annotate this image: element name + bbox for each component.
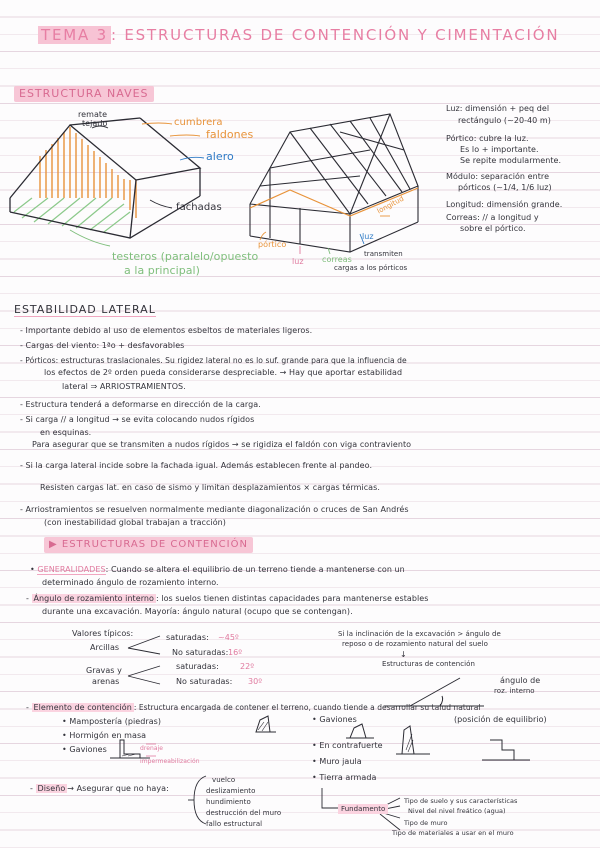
fund-list-2: Nivel del nivel freático (agua) [408, 807, 506, 815]
page-title [38, 26, 559, 44]
label-alero: alero [206, 150, 234, 163]
bullet-portico-1: Pórtico: cubre la luz. [446, 134, 529, 143]
dash: - [30, 784, 36, 793]
right-list-1: • Gaviones [312, 715, 357, 724]
label-testeros: testeros (paralelo/opuesto [112, 250, 259, 263]
label-longitud: longitud [375, 194, 406, 216]
right-list-4: • Tierra armada [312, 773, 377, 782]
diseno-line [30, 784, 169, 794]
generalidades-term: GENERALIDADES [37, 565, 106, 574]
angulo-de-label: ángulo de [500, 676, 541, 685]
generalidades-line-1 [30, 565, 405, 575]
gravas-label-1: Gravas y [86, 666, 122, 675]
bullet-portico-2: Es lo + importante. [460, 145, 539, 154]
estab-line-13: (con inestabilidad global trabajan a tracción) [44, 518, 226, 527]
bullet-modulo-1: Módulo: separación entre [446, 172, 550, 181]
gravas-label-2: arenas [92, 677, 120, 686]
si-inclinacion-1: Si la inclinación de la excavación > ángulo de [338, 630, 501, 638]
estab-line-12: - Arriostramientos se resuelven normalmente mediante diagonalización o cruces de San Andrés [20, 505, 409, 514]
left-list-2: • Hormigón en masa [62, 731, 147, 740]
elemento-text: : Estructura encargada de contener el terreno, cuando tiende a desarrollar su talud natural [133, 703, 481, 712]
title-text: : ESTRUCTURAS DE CONTENCIÓN Y CIMENTACIÓN [110, 26, 560, 44]
heading-estabilidad-lateral: ESTABILIDAD LATERAL [14, 303, 156, 316]
label-luz-diagram: luz [362, 232, 374, 241]
bullet-luz-1: Luz: dimensión + peq del [446, 104, 550, 113]
title-tema: TEMA 3 [38, 26, 111, 44]
estab-line-9: Para asegurar que se transmiten a nudos rígidos → se rigidiza el faldón con viga contraviento [32, 440, 412, 449]
diseno-vuelco: vuelco [212, 776, 236, 784]
estab-line-2: - Cargas del viento: 1ªo + desfavorables [20, 341, 185, 350]
label-correas: correas [322, 255, 352, 264]
bullet-modulo-2: pórticos (~1/4, 1/6 luz) [458, 183, 552, 192]
estab-line-1: - Importante debido al uso de elementos esbeltos de materiales ligeros. [20, 326, 313, 335]
label-luz: luz [292, 257, 304, 266]
label-tejado: tejado [82, 119, 108, 128]
estab-line-11: Resisten cargas lat. en caso de sismo y limitan desplazamientos × cargas térmicas. [40, 483, 380, 492]
estab-line-4: los efectos de 2º orden pueda considerarse despreciable. → Hay que aportar estabilidad [44, 368, 403, 377]
bullet-dot: • [30, 565, 38, 574]
drenaje-label: drenaje [140, 745, 164, 752]
label-faldones: faldones [206, 128, 254, 141]
testero-hatching [14, 198, 130, 232]
diseno-destruccion: destrucción del muro [206, 809, 282, 817]
dash: - [26, 703, 32, 712]
gravas-nosat-value: 30º [248, 677, 263, 686]
label-fachadas: fachadas [176, 202, 222, 213]
heading-estructura-naves: ESTRUCTURA NAVES [14, 86, 154, 102]
estab-line-8: en esquinas. [40, 428, 92, 437]
bullet-correas-2: sobre el pórtico. [460, 224, 526, 233]
left-list-1: • Mampostería (piedras) [62, 717, 162, 726]
angulo-term: Ángulo de rozamiento interno [33, 594, 154, 603]
arcillas-sat-label: saturadas: [166, 633, 209, 642]
fundamentos-term: Fundamento [338, 804, 388, 814]
heading-estructuras-contencion: ▶ ESTRUCTURAS DE CONTENCIÓN [44, 537, 253, 553]
estructuras-de-contencion-label: Estructuras de contención [382, 660, 475, 668]
bullet-portico-3: Se repite modularmente. [460, 156, 562, 165]
bullet-longitud: Longitud: dimensión grande. [446, 200, 563, 209]
angulo-text: : los suelos tienen distintas capacidades para mantenerse estables [155, 594, 429, 603]
fund-list-4: Tipo de materiales a usar en el muro [392, 829, 514, 837]
right-list-3: • Muro jaula [312, 757, 362, 766]
label-transmiten: transmiten [364, 250, 403, 258]
label-principal: a la principal) [124, 264, 200, 277]
left-list-3: • Gaviones [62, 745, 107, 754]
diseno-deslizamiento: deslizamiento [206, 787, 256, 795]
arrow-down: ↓ [400, 650, 407, 659]
label-cargas-porticos: cargas a los pórticos [334, 264, 408, 272]
angulo-line-1 [26, 594, 428, 604]
valores-label: Valores típicos: [72, 629, 134, 638]
label-portico: pórtico [258, 240, 287, 249]
si-inclinacion-2: reposo o de rozamiento natural del suelo [342, 640, 488, 648]
estab-line-7: - Si carga // a longitud → se evita colocando nudos rígidos [20, 415, 255, 424]
gravas-sat-value: 22º [240, 662, 255, 671]
estab-line-5: lateral ⇒ ARRIOSTRAMIENTOS. [62, 382, 186, 391]
gravas-nosat-label: No saturadas: [176, 677, 233, 686]
arcillas-sat-value: ~45º [218, 633, 239, 642]
label-cumbrera: cumbrera [174, 117, 223, 128]
bullet-correas-1: Correas: // a longitud y [446, 213, 539, 222]
diseno-hundimiento: hundimiento [206, 798, 251, 806]
label-remate: remate [78, 110, 108, 119]
diseno-text: → Asegurar que no haya: [67, 784, 169, 793]
fund-list-3: Tipo de muro [404, 819, 448, 827]
diseno-fallo: fallo estructural [206, 820, 263, 828]
impermeabilizacion-label: impermeabilización [140, 758, 200, 765]
arcillas-nosat-label: No saturadas: [172, 648, 229, 657]
dash: - [26, 594, 32, 603]
arcillas-label: Arcillas [90, 643, 120, 652]
right-list-2: • En contrafuerte [312, 741, 383, 750]
arcillas-nosat-value: 16º [228, 648, 243, 657]
elemento-term: Elemento de contención [33, 703, 132, 712]
estab-line-6: - Estructura tenderá a deformarse en dirección de la carga. [20, 400, 261, 409]
estab-line-10: - Si la carga lateral incide sobre la fachada igual. Además establecen frente al pandeo. [20, 461, 373, 470]
angulo-line-2: durante una excavación. Mayoría: ángulo natural (ocupo que se contengan). [42, 607, 353, 616]
roz-interno-label: roz. interno [494, 687, 535, 695]
gravas-sat-label: saturadas: [176, 662, 219, 671]
estab-line-3: - Pórticos: estructuras traslacionales. Su rigidez lateral no es lo suf. grande para que la influencia de [20, 356, 407, 365]
posicion-equilibrio: (posición de equilibrio) [454, 715, 547, 724]
generalidades-line-2: determinado ángulo de rozamiento interno. [42, 578, 219, 587]
fund-list-1: Tipo de suelo y sus características [404, 797, 518, 805]
bullet-luz-2: rectángulo (~20-40 m) [458, 116, 551, 125]
diseno-term: Diseño [37, 784, 66, 793]
generalidades-text: : Cuando se altera el equilibrio de un terreno tiende a mantenerse con un [105, 565, 405, 574]
